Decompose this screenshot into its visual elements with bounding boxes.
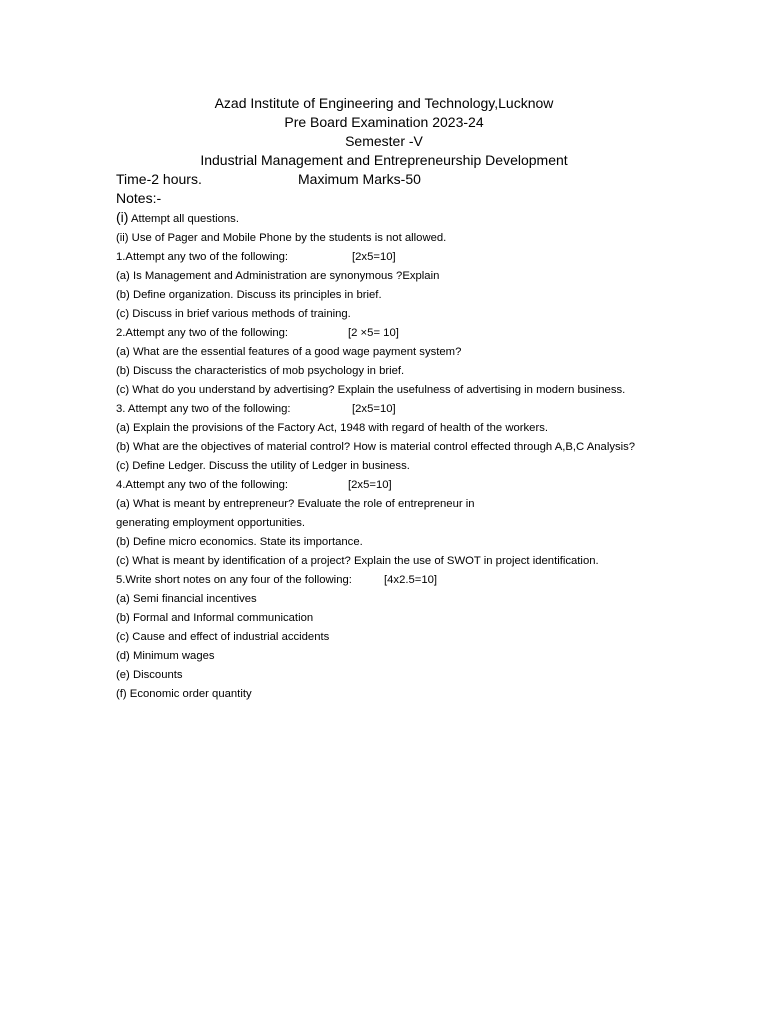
time-label: Time-2 hours. (116, 171, 202, 187)
question-1-heading (116, 248, 652, 267)
question-4a-line-2: generating employment opportunities. (116, 517, 306, 529)
question-2-instruction: 2.Attempt any two of the following: (116, 327, 289, 339)
question-4-marks: [2x5=10] (348, 479, 392, 491)
question-5f: (f) Economic order quantity (116, 688, 252, 700)
note-1-text: Attempt all questions. (128, 213, 239, 225)
question-3c: (c) Define Ledger. Discuss the utility of Ledger in business. (116, 460, 410, 472)
note-1-number: (i) (116, 209, 129, 225)
question-5-heading (116, 571, 652, 590)
note-1 (116, 208, 652, 229)
note-2: (ii) Use of Pager and Mobile Phone by the students is not allowed. (116, 232, 447, 244)
question-1-marks: [2x5=10] (352, 251, 396, 263)
question-5-instruction: 5.Write short notes on any four of the following: (116, 574, 352, 586)
exam-title: Pre Board Examination 2023-24 (284, 114, 484, 130)
question-2-marks: [2 ×5= 10] (348, 327, 399, 339)
question-5a: (a) Semi financial incentives (116, 593, 257, 605)
question-4c: (c) What is meant by identification of a project? Explain the use of SWOT in project identification. (116, 555, 599, 567)
question-5c: (c) Cause and effect of industrial accidents (116, 631, 330, 643)
notes-title: Notes:- (116, 190, 162, 206)
question-4a-line-1: (a) What is meant by entrepreneur? Evaluate the role of entrepreneur in (116, 498, 475, 510)
question-5e: (e) Discounts (116, 669, 183, 681)
question-2c: (c) What do you understand by advertising? Explain the usefulness of advertising in modern business. (116, 384, 626, 396)
question-5d: (d) Minimum wages (116, 650, 215, 662)
max-marks-label: Maximum Marks-50 (298, 171, 421, 187)
subject-title: Industrial Management and Entrepreneurship Development (200, 152, 568, 168)
semester-label: Semester -V (345, 133, 423, 149)
question-3a: (a) Explain the provisions of the Factory Act, 1948 with regard of health of the workers. (116, 422, 549, 434)
question-2-heading (116, 324, 652, 343)
question-3b: (b) What are the objectives of material control? How is material control effected through A,B,C Analysis? (116, 441, 636, 453)
question-4-heading (116, 476, 652, 495)
exam-paper (116, 94, 652, 704)
question-3-marks: [2x5=10] (352, 403, 396, 415)
question-2a: (a) What are the essential features of a good wage payment system? (116, 346, 462, 358)
question-2b: (b) Discuss the characteristics of mob psychology in brief. (116, 365, 405, 377)
question-5b: (b) Formal and Informal communication (116, 612, 314, 624)
question-4b: (b) Define micro economics. State its importance. (116, 536, 363, 548)
question-1-instruction: 1.Attempt any two of the following: (116, 251, 289, 263)
institute-name: Azad Institute of Engineering and Technology,Lucknow (214, 95, 554, 111)
question-1c: (c) Discuss in brief various methods of training. (116, 308, 351, 320)
question-3-instruction: 3. Attempt any two of the following: (116, 403, 291, 415)
question-3-heading (116, 400, 652, 419)
question-5-marks: [4x2.5=10] (384, 574, 438, 586)
time-marks-row (116, 170, 652, 189)
question-1b: (b) Define organization. Discuss its principles in brief. (116, 289, 382, 301)
question-1a: (a) Is Management and Administration are synonymous ?Explain (116, 270, 440, 282)
question-4-instruction: 4.Attempt any two of the following: (116, 479, 289, 491)
